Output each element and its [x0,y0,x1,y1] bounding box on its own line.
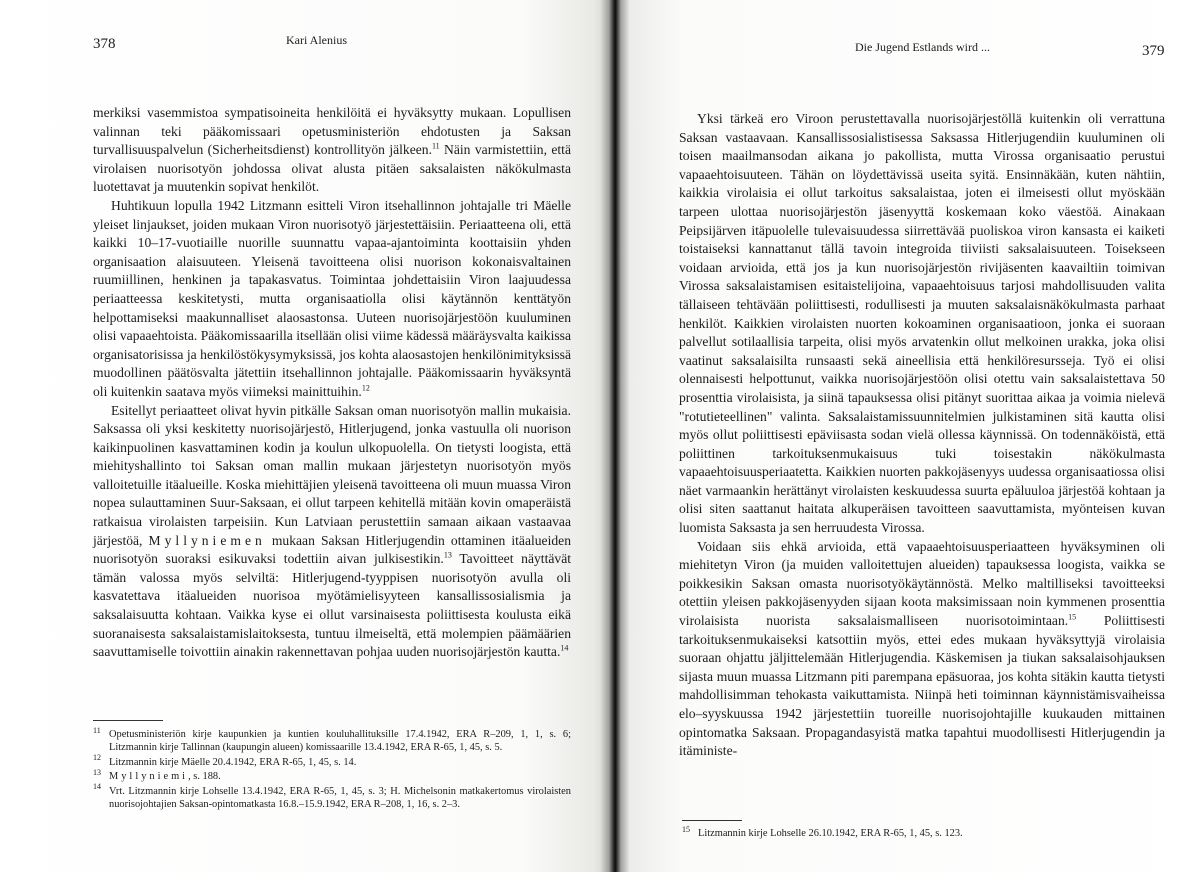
book-gutter [600,0,630,872]
footnote-ref: 11 [431,141,440,151]
running-head: Die Jugend Estlands wird ... [855,40,990,54]
footnote-rule [682,820,742,821]
footnote: 15 Litzmannin kirje Lohselle 26.10.1942, ERA R-65, 1, 45, s. 123. [682,824,963,839]
footnote-ref: 14 [560,643,569,653]
paragraph: Esitellyt periaatteet olivat hyvin pitkälle Saksan oman nuorisotyön mallin mukaisia. Saksassa oli yksi keskitetty nuorisojärjestö, Hitlerjugend, jonka vastuulla oli nuorison kaikinpuolinen kasvattaminen kodin ja koulun ulkopuolella. On tietysti loogista, että miehityshallinto toi Saksan oman mallin mukaan järjestetyn nuorisotyön myös valloitetuille itäalueille. Koska miehittäjien yleisenä tavoitteena oli muun muassa Viron nopea sulauttaminen Suur-Saksaan, ei ollut tarpeen kehitellä mitään kovin omaperäistä ratkaisua virolaisten tarpeisiin. Kun Latviaan perustettiin samaan aikaan vastaavaa järjestöä, Myllyniemen mukaan Saksan Hitlerjugendin ottaminen itäalueiden nuorisotyön suoraksi esikuvaksi todettiin aivan julkisestikin.$^{13}$ Tavoitteet näyttävät tämän valossa myös selviltä: Hitlerjugend-tyyppisen nuorisotyön avulla oli kasvatettava itäalueiden nuorisoa myötämielisyyteen kansallissosialismia ja saksalaisuutta kohtaan. Vaikka kyse ei ollut varsinaisesta poliittisesta koulusta eikä suoranaisesta saksalaistamislaitoksesta, tuntuu ilmeiseltä, että molempien päämäärien saavuttamiselle toivottiin ainakin rakennettavan pohjaa uuden nuorisojärjestön kautta.$^{14}$ [93,402,572,660]
footnote-ref: 13 [443,550,452,560]
footnote: 11 Opetusministeriön kirje kaupunkien ja kuntien kouluhallituksille 17.4.1942, ERA R–209, 1, 1, s. 6; Litzmannin kirje Tallinnan (kaupungin alueen) komissaarille 13.4.1942, ERA R-65, 1, 45, s. 5. [93,725,571,754]
page-number: 379 [1142,43,1165,59]
paragraph: Yksi tärkeä ero Viroon perustettavalla nuorisojärjestöllä kuitenkin oli verrattuna Saksan vastaavaan. Kansallissosialistisessa Saksassa Hitlerjugendiin kuuluminen oli toisen maailmansodan aikana jo pakollista, mutta Virossa organisaatio perustui vapaaehtoisuuteen. Tähän on löydettävissä useita syitä. Ensinnäkään, kuten nähtiin, kaikkia virolaisia ei ollut tarkoitus saksalaistaa, joten ei ilmeisesti ollut myöskään tarpeen ulottaa nuorisojärjestön jäsenyyttä koskemaan koko väestöä. Ainakaan Peipsijärven itäpuolelle tulevaisuudessa siirrettävää puoliskoa viron kansasta ei kaiketi toistaiseksi kannattanut tällä tavoin integroida tiiviisti saksalaisuuteen. Toisekseen voidaan arvioida, että jos ja kun nuorisojärjestön rivijäsenten kaavailtiin toimivan Virossa saksalaistamisen esitaistelijoina, vapaaehtoisuus tarjosi mahdollisuuden valita tällaiseen tehtävään poliittisesti, rodullisesti ja muuten saksalaisnäkökulmasta parhaat henkilöt. Kaikkien virolaisten nuorten kokoaminen organisaatioon, jonka ei suoraan palvellut sotilaallisia tarpeita, olisi myös arvatenkin ollut melkoinen urakka, joka olisi vaatinut saksalaisilta runsaasti sekä aineellisia että henkilöresursseja. Työ ei olisi olennaisesti helpottunut, vaikka nuorisojärjestöön olisi otettu vain saksalaistettava 50 prosenttia virolaisista, ja siinä tapauksessa olisi pitänyt suorittaa aikaa ja voimia nielevä "rotutieteellinen" valinta. Saksalaistamissuunnitelmien julkistaminen sitä kautta olisi myös ollut poliittisesti epäviisasta sodan vielä ollessa käynnissä. On todennäköistä, että poliittinen tarkoituksenmukaisuus tuki toisestakin näkökulmasta vapaaehtoisuusperiaatetta. Kaikkien nuorten pakkojäsenyys uudessa organisaatiossa olisi näet varmaankin herättänyt virolaisten keskuudessa suurta epäluuloa järjestöä kohtaan ja olisi siten saattanut haitata alkuperäisen tavoitteen saavuttamista, myönteisen kuvan luomista Saksasta ja sen herruudesta Virossa. [679,111,1165,536]
right-page [612,0,1200,872]
spaced-author-name: Myllyniemen [148,532,266,548]
page-number: 378 [93,36,116,52]
paragraph: Voidaan siis ehkä arvioida, että vapaaehtoisuusperiaatteen hyväksyminen oli miehitetyn Viron (ja muiden valloitettujen alueiden) tapauksessa loogista, vaikka se poikkesikin Saksan omasta nuorisotyökäytännöstä. Melko maltilliseksi tavoitteeksi otettiin yleisen pakkojäsenyyden sijaan koota maksimissaan noin kymmenen prosenttia virolaisista nuorista saksalaismalliseen nuorisotoimintaan.$^{15}$ Poliittisesti tarkoituksenmukaiseksi katsottiin myös, ettei edes mukaan hyväksyttyjä virolaisia suoraan ohjattu jäljittelemään Hitlerjugendia. Käskemisen ja tiukan saksalaisohjauksen sijasta muun muassa Litzmann piti parempana epäsuoraa, jos kohta sitäkin kautta tietysti mahdollisimman tehokasta vaikuttamista. Niinpä heti toiminnan käynnistämisvaiheissa elo–syyskuussa 1942 järjestettiin tuoreille nuorisojohtajille kuukauden mittainen opintomatka Saksaan. Propagandasyistä matka tapahtui muodollisesti Hitlerjugendin ja itäministe- [679,538,1165,759]
left-body-text [93,104,571,662]
footnote-ref: 15 [1068,612,1077,622]
paragraph: Huhtikuun lopulla 1942 Litzmann esitteli Viron itsehallinnon johtajalle tri Mäelle yleiset linjaukset, joiden mukaan Viron nuorisotyö järjestettäisiin. Periaatteena oli, että kaikki 10–17-vuotiaille nuorille suunnattu vapaa-ajantoiminta koottaisiin yhden organisaation alaisuuteen. Yleisenä tavoitteena olisi nuorison kokonaisvaltainen ruumiillinen, henkinen ja tapakasvatus. Toimintaa johdettaisiin Viron laajuudessa periaatteessa keskitetysti, mutta organisaatiolla olisi käytännön kenttätyön helpottamiseksi maakunnalliset alaosastonsa. Uuteen nuorisojärjestöön kuuluminen olisi vapaaehtoista. Pääkomissaarilla itsellään olisi viime kädessä määräysvalta kaikissa organisatorisissa ja henkilöstökysymyksissä, jos kohta alaosastojen henkilönimityksissä muodollinen päätösvalta jätettiin itsehallinnon johtajalle. Pääkomissaarin hyväksyntä oli kuitenkin saatava myös viimeksi mainittuihin.$^{12}$ [93,197,571,399]
left-footnotes [93,725,571,812]
right-body-text [679,110,1165,761]
right-footnotes [682,824,1162,841]
footnote: 14 Vrt. Litzmannin kirje Lohselle 13.4.1942, ERA R-65, 1, 45, s. 3; H. Michelsonin matkakertomus virolaisten nuorisojohtajien Saksan-opintomatkasta 16.8.–15.9.1942, ERA R–208, 1, 16, s. 2–3. [93,782,571,811]
footnote-rule [93,720,163,721]
footnote: 13 Myllyniemi, s. 188. [93,767,221,783]
footnote: 12 Litzmannin kirje Mäelle 20.4.1942, ERA R-65, 1, 45, s. 14. [93,753,357,768]
footnote-ref: 12 [361,383,370,393]
running-head: Kari Alenius [286,33,347,47]
paragraph: merkiksi vasemmistoa sympatisoineita henkilöitä ei hyväksytty mukaan. Lopullisen valinnan teki pääkomissaari opetusministeriön ehdotusten ja Saksan turvallisuuspalvelun (Sicherheitsdienst) kontrollityön jälkeen.$^{11}$ Näin varmistettiin, että virolaisen nuorisotyön johdossa olivat alusta pitäen saksalaisten näkökulmasta luotettavat ja muutenkin sopivat henkilöt. [93,105,571,195]
